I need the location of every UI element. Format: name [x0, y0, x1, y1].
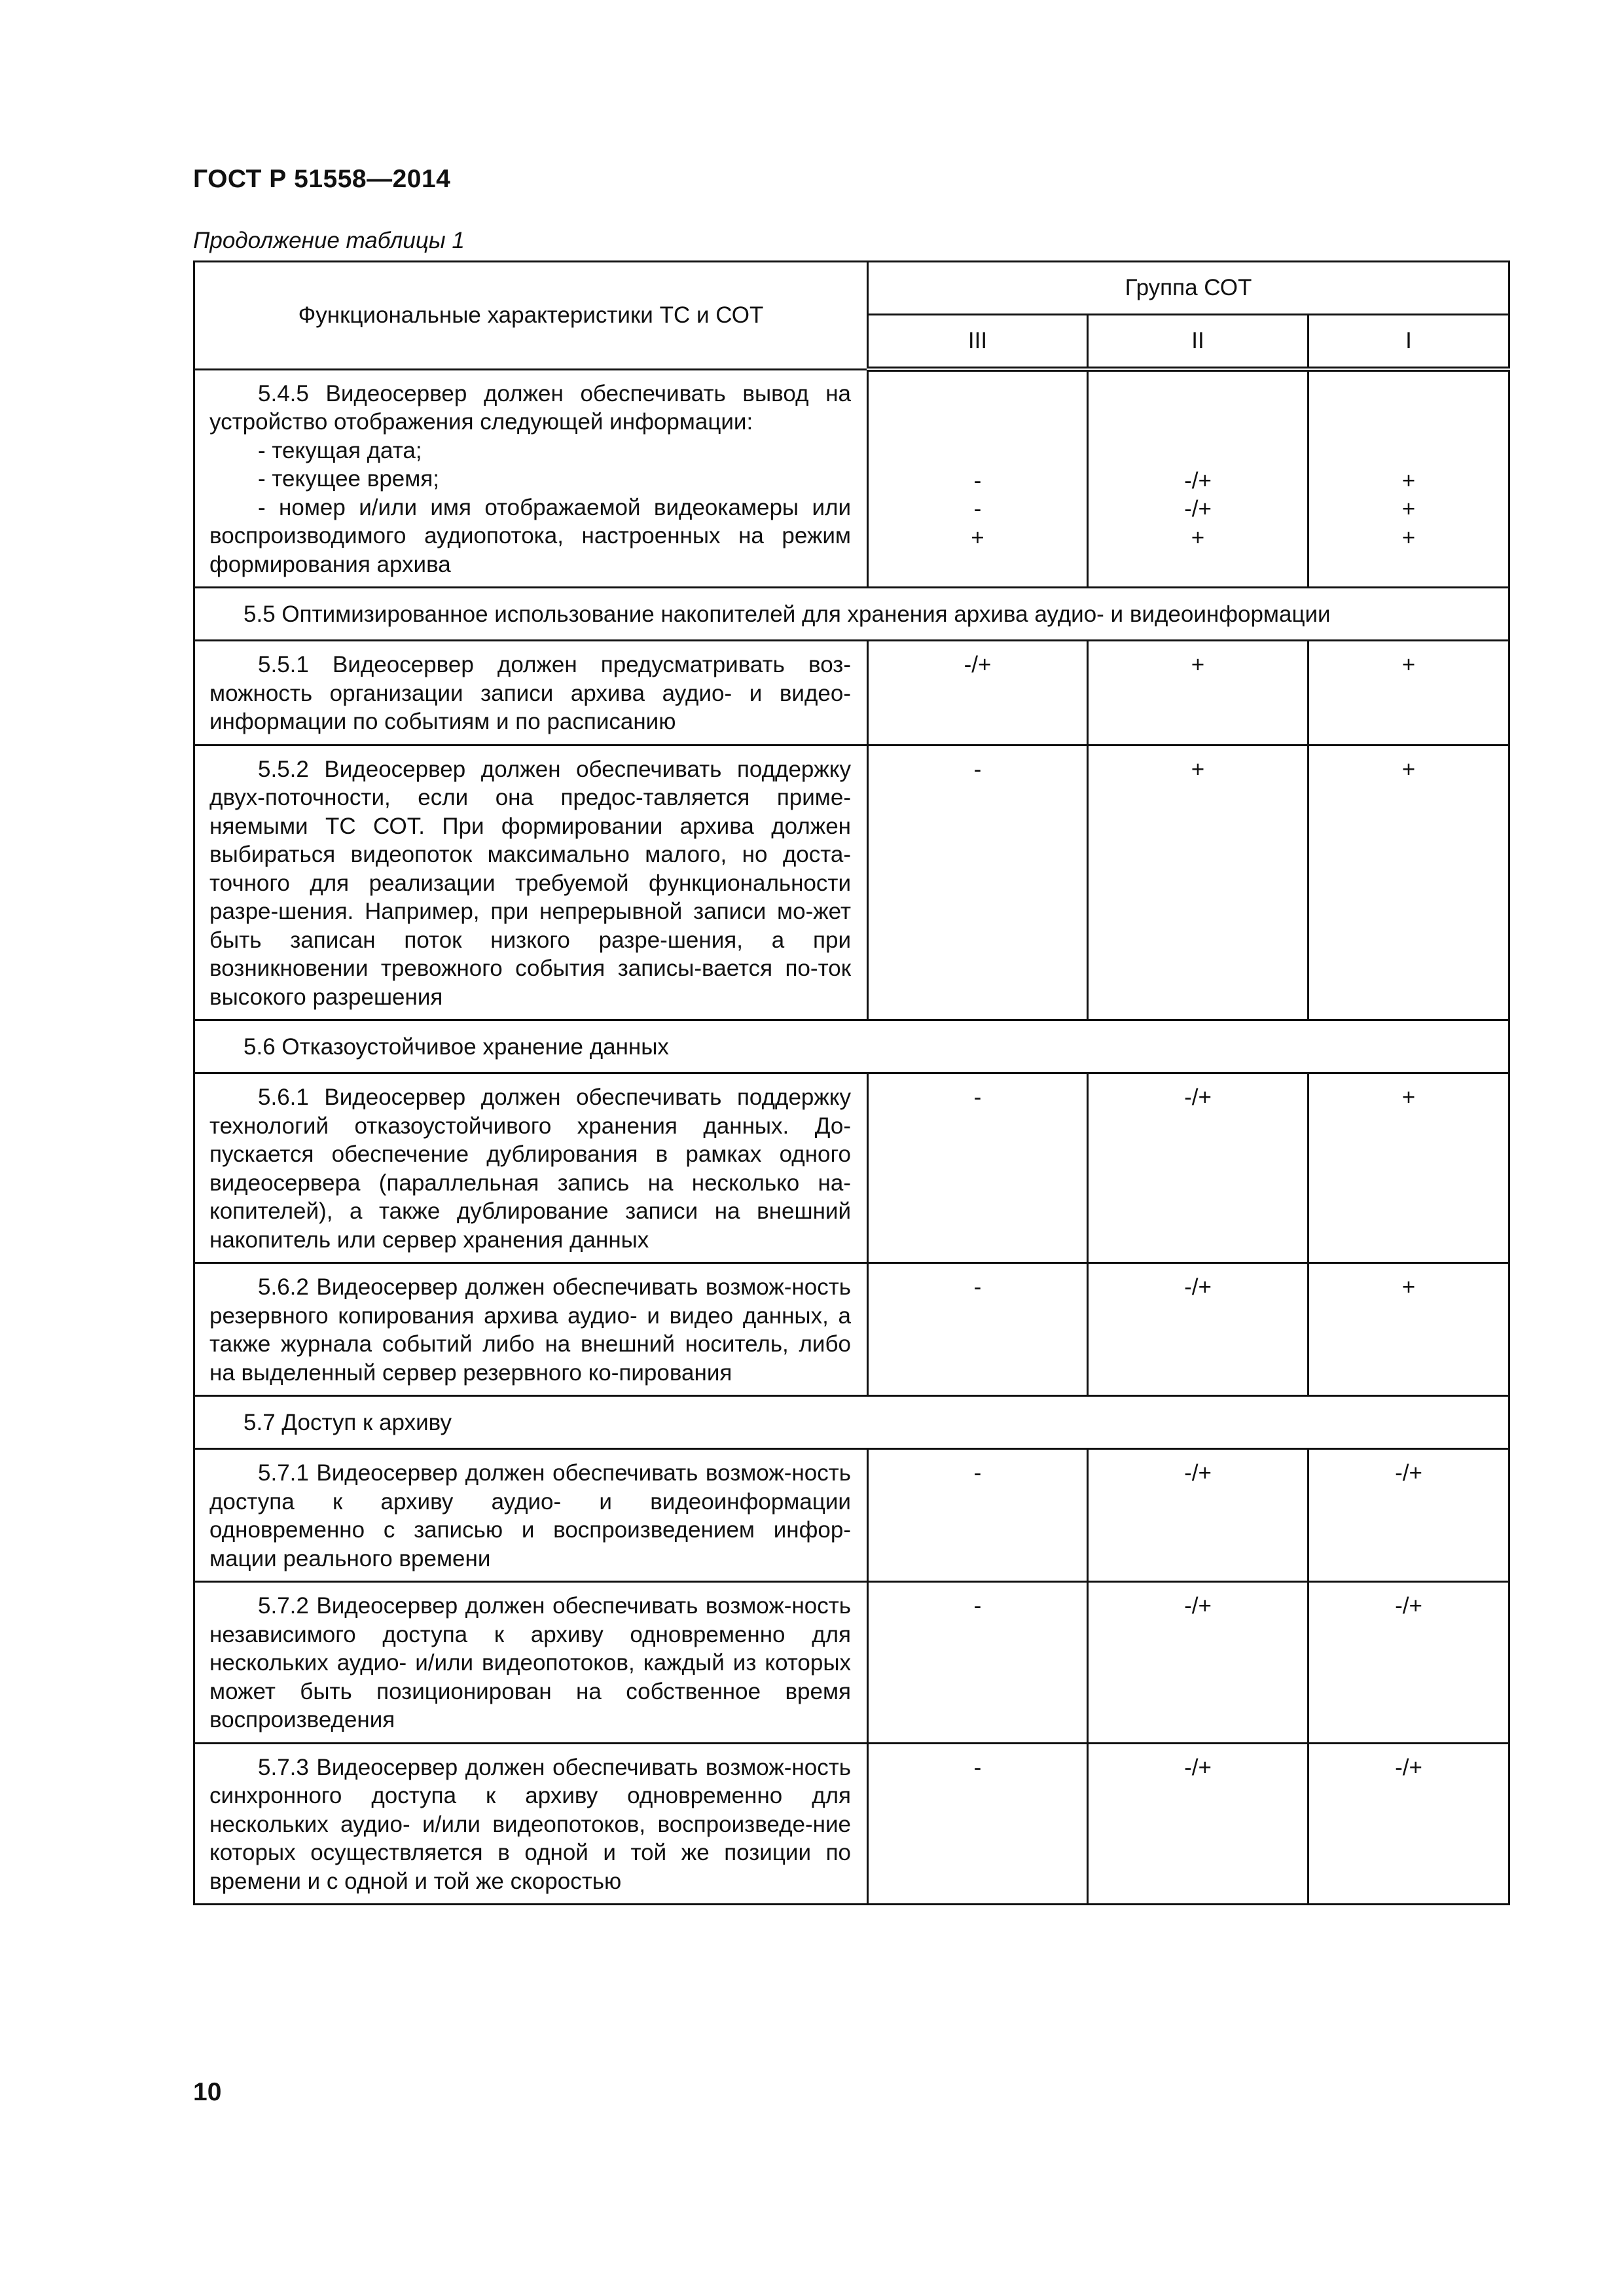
value-mark: +	[1401, 467, 1416, 493]
value-mark: -/+	[1184, 496, 1212, 522]
value-mark: +	[1401, 496, 1416, 522]
group-ii-value: -/+	[1088, 1263, 1308, 1396]
group-ii-value: -/+	[1088, 1582, 1308, 1744]
item-text: - текущее время;	[258, 466, 440, 492]
table-row	[194, 745, 1509, 1020]
group-i-value	[1308, 369, 1509, 588]
table-row	[194, 1263, 1509, 1396]
group-i-value: -/+	[1308, 1743, 1509, 1905]
item-text: 5.4.5 Видеосервер должен обеспечивать вывод на устройство отображения следующей информации:	[209, 380, 851, 435]
group-ii-header: II	[1088, 315, 1308, 370]
group-i-value: -/+	[1308, 1582, 1509, 1744]
group-ii-value	[1088, 369, 1308, 588]
table-row	[194, 1582, 1509, 1744]
group-header: Группа СОТ	[868, 262, 1509, 315]
group-i-header: I	[1308, 315, 1509, 370]
row-description: 5.6.1 Видеосервер должен обеспечивать поддержку технологий отказоустойчивого хранения данных. До-пускается обеспечение дублирования в рамках одного видеосервера (параллельная запись на несколько на-копителей), а также дублирование записи на внешний накопитель или сервер хранения данных	[194, 1073, 868, 1263]
group-i-value: -/+	[1308, 1449, 1509, 1582]
row-description: 5.6.2 Видеосервер должен обеспечивать возмож-ность резервного копирования архива аудио- и видео данных, а также журнала событий либо на внешний носитель, либо на выделенный сервер резервного ко-пирования	[194, 1263, 868, 1396]
group-iii-value: -	[868, 1073, 1088, 1263]
table-caption: Продолжение таблицы 1	[193, 228, 465, 253]
group-ii-value: -/+	[1088, 1743, 1308, 1905]
item-text: - текущая дата;	[258, 437, 422, 463]
group-iii-value: -/+	[868, 641, 1088, 745]
group-iii-value: -	[868, 1263, 1088, 1396]
group-iii-header: III	[868, 315, 1088, 370]
group-i-value: +	[1308, 1263, 1509, 1396]
group-i-value: +	[1308, 641, 1509, 745]
value-mark: +	[1401, 524, 1416, 550]
section-title: 5.5 Оптимизированное использование накопителей для хранения архива аудио- и видеоинформации	[194, 588, 1509, 641]
value-mark: -	[973, 496, 982, 522]
table-row	[194, 1073, 1509, 1263]
value-mark: -/+	[1184, 467, 1212, 493]
row-description: 5.5.1 Видеосервер должен предусматривать воз-можность организации записи архива аудио- и видео-информации по событиям и по расписанию	[194, 641, 868, 745]
row-description	[194, 369, 868, 588]
row-description: 5.5.2 Видеосервер должен обеспечивать поддержку двух-поточности, если она предос-тавляется приме-няемыми ТС СОТ. При формировании архива должен выбираться видеопоток максимально малого, но доста-точного для реализации требуемой функциональности разре-шения. Например, при непрерывной записи мо-жет быть записан поток низкого разре-шения, а при возникновении тревожного события записы-вается по-ток высокого разрешения	[194, 745, 868, 1020]
section-row	[194, 1396, 1509, 1449]
item-text: - номер и/или имя отображаемой видеокамеры или воспроизводимого аудиопотока, настроенных на режим формирования архива	[209, 494, 851, 577]
characteristics-header: Функциональные характеристики ТС и СОТ	[194, 262, 868, 370]
group-ii-value: +	[1088, 641, 1308, 745]
group-ii-value: -/+	[1088, 1073, 1308, 1263]
group-ii-value: -/+	[1088, 1449, 1308, 1582]
section-title: 5.7 Доступ к архиву	[194, 1396, 1509, 1449]
group-iii-value: -	[868, 1743, 1088, 1905]
table-row	[194, 369, 1509, 588]
group-iii-value: -	[868, 1582, 1088, 1744]
row-description: 5.7.1 Видеосервер должен обеспечивать возмож-ность доступа к архиву аудио- и видеоинформации одновременно с записью и воспроизведением инфор-мации реального времени	[194, 1449, 868, 1582]
group-ii-value: +	[1088, 745, 1308, 1020]
group-i-value: +	[1308, 745, 1509, 1020]
group-iii-value: -	[868, 1449, 1088, 1582]
group-iii-value: -	[868, 745, 1088, 1020]
value-mark: -	[973, 467, 982, 493]
section-title: 5.6 Отказоустойчивое хранение данных	[194, 1020, 1509, 1073]
requirements-table	[193, 260, 1510, 1905]
document-number: ГОСТ Р 51558—2014	[193, 165, 451, 193]
row-description: 5.7.3 Видеосервер должен обеспечивать возмож-ность синхронного доступа к архиву одновременно для нескольких аудио- и/или видеопотоков, воспроизведе-ние которых осуществляется в одной и той же позиции по времени и с одной и той же скоростью	[194, 1743, 868, 1905]
value-mark: +	[971, 524, 984, 550]
group-iii-value	[868, 369, 1088, 588]
value-mark: +	[1191, 524, 1205, 550]
section-row	[194, 1020, 1509, 1073]
table-row	[194, 1449, 1509, 1582]
group-i-value: +	[1308, 1073, 1509, 1263]
section-row	[194, 588, 1509, 641]
table-row	[194, 1743, 1509, 1905]
table-row	[194, 641, 1509, 745]
page-number: 10	[193, 2078, 222, 2106]
row-description: 5.7.2 Видеосервер должен обеспечивать возмож-ность независимого доступа к архиву одновременно для нескольких аудио- и/или видеопотоков, каждый из которых может быть позиционирован на собственное время воспроизведения	[194, 1582, 868, 1744]
